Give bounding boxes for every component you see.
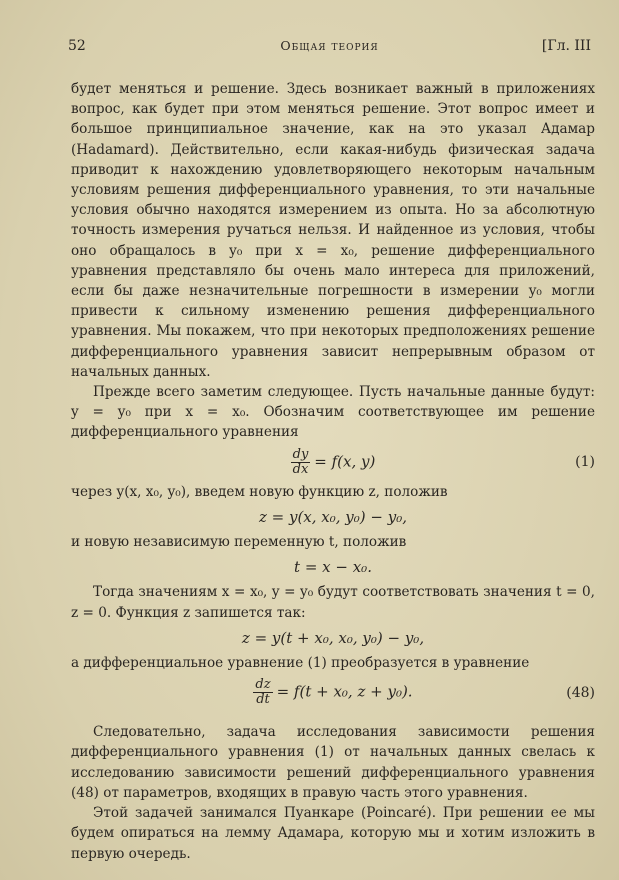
page-number: 52 xyxy=(68,38,86,54)
equation-rhs: = f(t + x₀, z + y₀). xyxy=(276,682,413,701)
fraction-denominator: dx xyxy=(292,461,309,477)
equation-z-rewritten: z = y(t + x₀, x₀, y₀) − y₀, xyxy=(241,628,425,647)
equation-rhs: = f(x, y) xyxy=(314,452,376,471)
equation-48 xyxy=(71,678,595,707)
equation-number: (48) xyxy=(566,684,595,701)
fraction-dz-dt xyxy=(253,678,272,707)
paragraph-initial-data: Прежде всего заметим следующее. Пусть начальные данные будут: y = y₀ при x = x₀. Обозначим соответствующее им решение дифференциального уравнения xyxy=(71,384,595,441)
equation-number: (1) xyxy=(575,454,595,471)
page-header xyxy=(68,38,591,58)
fraction-numerator: dz xyxy=(255,677,271,693)
paragraph-transformed: а дифференциальное уравнение (1) преобразуется в уравнение xyxy=(71,655,530,672)
paragraph-hadamard: будет меняться и решение. Здесь возникает важный в приложениях вопрос, как будет при этом меняться решение. Этот вопрос имеет и большое принципиальное значение, как на это указал Адамар (Hadamard). Действительно, если какая-нибудь физическая задача приводит к нахождению удовлетворяющего некоторым начальным условиям решения дифференциального уравнения, то эти начальные условия обычно находятся измерением из опыта. Но за абсолютную точность измерения ручаться нельзя. И найденное из условия, чтобы оно обращалось в y₀ при x = x₀, решение дифференциального уравнения представляло бы очень мало интереса для приложений, если бы даже незначительные погрешности в измерении y₀ могли привести к сильному изменению решения дифференциального уравнения. Мы покажем, что при некоторых предположениях решение дифференциального уравнения зависит непрерывным образом от начальных данных. xyxy=(71,81,595,380)
chapter-reference: [Гл. III xyxy=(541,38,591,54)
equation-z-definition: z = y(x, x₀, y₀) − y₀, xyxy=(258,507,408,526)
page-body xyxy=(71,79,595,864)
paragraph-new-function: через y(x, x₀, y₀), введем новую функцию z, положив xyxy=(71,483,448,500)
paragraph-new-variable: и новую независимую переменную t, положив xyxy=(71,534,407,551)
equation-1 xyxy=(71,448,595,477)
paragraph-poincare: Этой задачей занимался Пуанкаре (Poincaré). При решении ее мы будем опираться на лемму Адамара, которую мы и хотим изложить в первую очередь. xyxy=(71,805,595,862)
paragraph-then-values: Тогда значениям x = x₀, y = y₀ будут соответствовать значения t = 0, z = 0. Функция z запишется так: xyxy=(71,584,595,621)
fraction-dy-dx xyxy=(291,448,311,477)
fraction-denominator: dt xyxy=(256,692,270,708)
paragraph-consequently: Следовательно, задача исследования зависимости решения дифференциального уравнения (1) от начальных данных свелась к исследованию зависимости решений дифференциального уравнения (48) от параметров, входящих в правую часть этого уравнения. xyxy=(71,724,595,801)
spacer xyxy=(71,712,595,722)
fraction-numerator: dy xyxy=(292,446,309,462)
equation-t-definition: t = x − x₀. xyxy=(294,558,372,577)
running-head: Общая теория xyxy=(280,38,379,53)
